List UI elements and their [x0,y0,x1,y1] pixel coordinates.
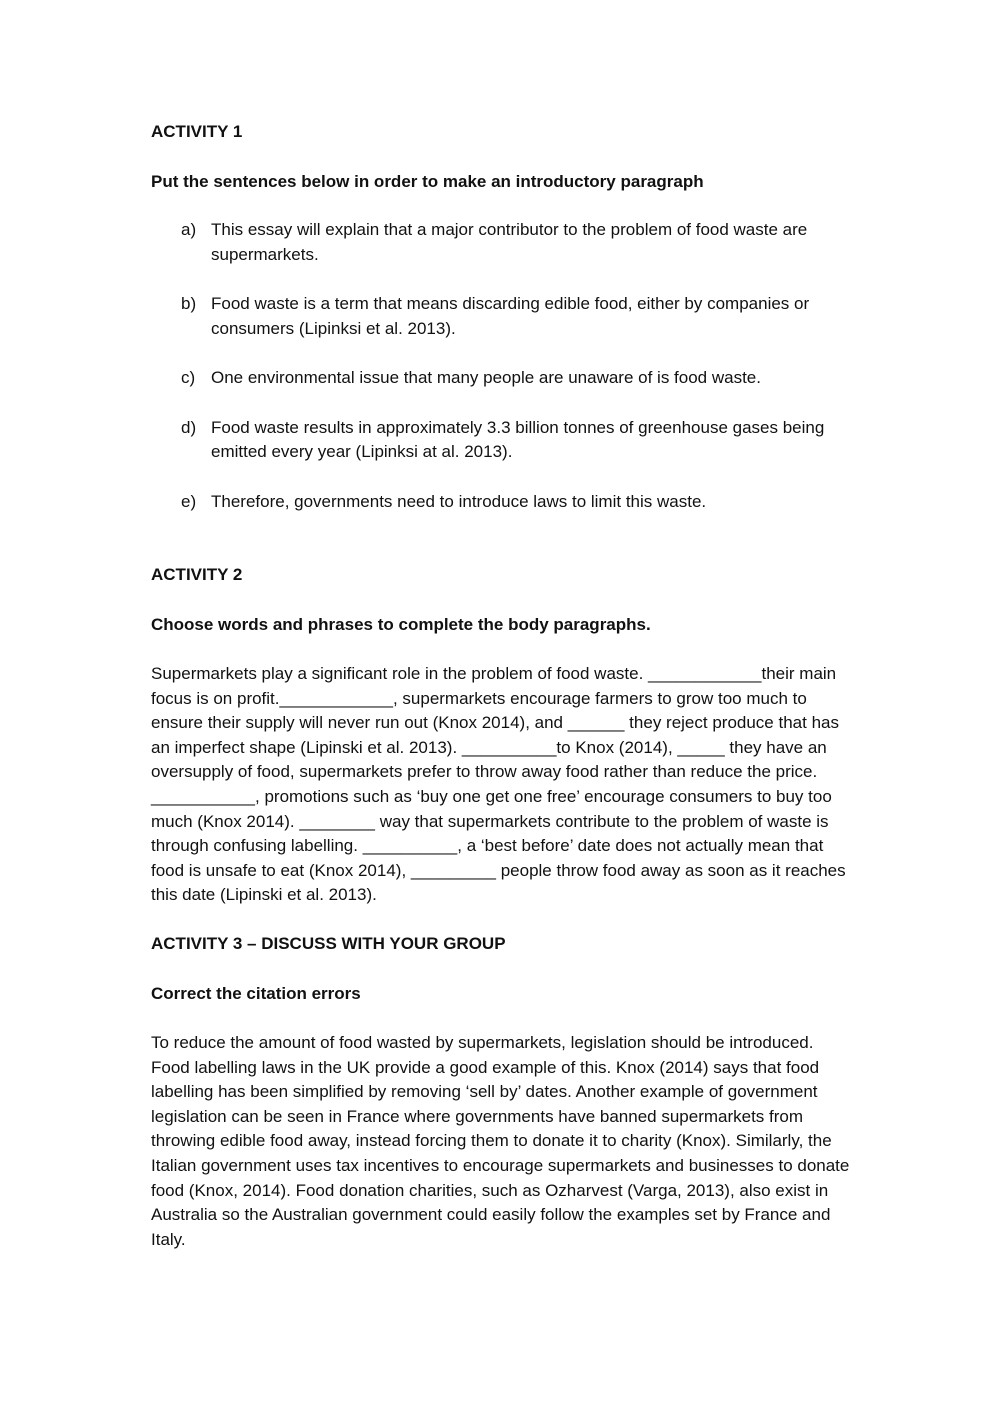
activity-3-instruction: Correct the citation errors [151,983,361,1003]
activity-1-instruction: Put the sentences below in order to make an introductory paragraph [151,172,704,191]
activity-1-heading: ACTIVITY 1 [151,122,243,141]
list-item-text: Food waste results in approximately 3.3 billion tonnes of greenhouse gases being emitted every year (Lipinksi at al. 2013). [211,417,825,461]
list-item [151,366,851,391]
list-item-marker: b) [181,294,197,313]
list-item-marker: e) [181,491,197,511]
list-item-text: Food waste is a term that means discarding edible food, either by companies or consumers (Lipinksi et al. 2013). [211,294,810,338]
list-item-marker: c) [181,368,196,387]
list-item-text: This essay will explain that a major contributor to the problem of food waste are supermarkets. [211,220,808,264]
list-item [151,218,851,267]
citation-paragraph: To reduce the amount of food wasted by supermarkets, legislation should be introduced. Food labelling laws in the UK provide a good example of this. Knox (2014) says that food labelling has been simplified by removing ‘sell by’ dates. Another example of government legislation can be seen in France where governments have banned supermarkets from throwing edible food away, instead forcing them to donate it to charity (Knox). Similarly, the Italian government uses tax incentives to encourage supermarkets and businesses to donate food (Knox, 2014). Food donation charities, such as Ozharvest (Varga, 2013), also exist in Australia so the Australian government could easily follow the examples set by France and Italy. [151,1032,850,1249]
activity-2-heading: ACTIVITY 2 [151,565,243,584]
list-item-text: Therefore, governments need to introduce laws to limit this waste. [211,491,707,511]
activity-2-instruction: Choose words and phrases to complete the body paragraphs. [151,615,651,634]
list-item [151,490,851,515]
gap-fill-paragraph: Supermarkets play a significant role in the problem of food waste. ____________their main focus is on profit.____________, supermarkets encourage farmers to grow too much to ensure their supply will never run out (Knox 2014), and ______ they reject produce that has an imperfect shape (Lipinski et al. 2013). __________to Knox (2014), _____ they have an oversupply of food, supermarkets prefer to throw away food rather than reduce the price. ___________, promotions such as ‘buy one get one free’ encourage consumers to buy too much (Knox 2014). ________ way that supermarkets contribute to the problem of waste is through confusing labelling. __________, a ‘best before’ date does not actually mean that food is unsafe to eat (Knox 2014), _________ people throw food away as soon as it reaches this date (Lipinski et al. 2013). [151,664,846,905]
sentence-list [151,218,851,514]
worksheet-page [151,120,851,1252]
activity-3-heading: ACTIVITY 3 – DISCUSS WITH YOUR GROUP [151,933,506,953]
list-item-marker: a) [181,220,197,239]
list-item-text: One environmental issue that many people are unaware of is food waste. [211,368,761,387]
list-item-marker: d) [181,417,197,437]
list-item [151,292,851,341]
list-item [151,416,851,465]
